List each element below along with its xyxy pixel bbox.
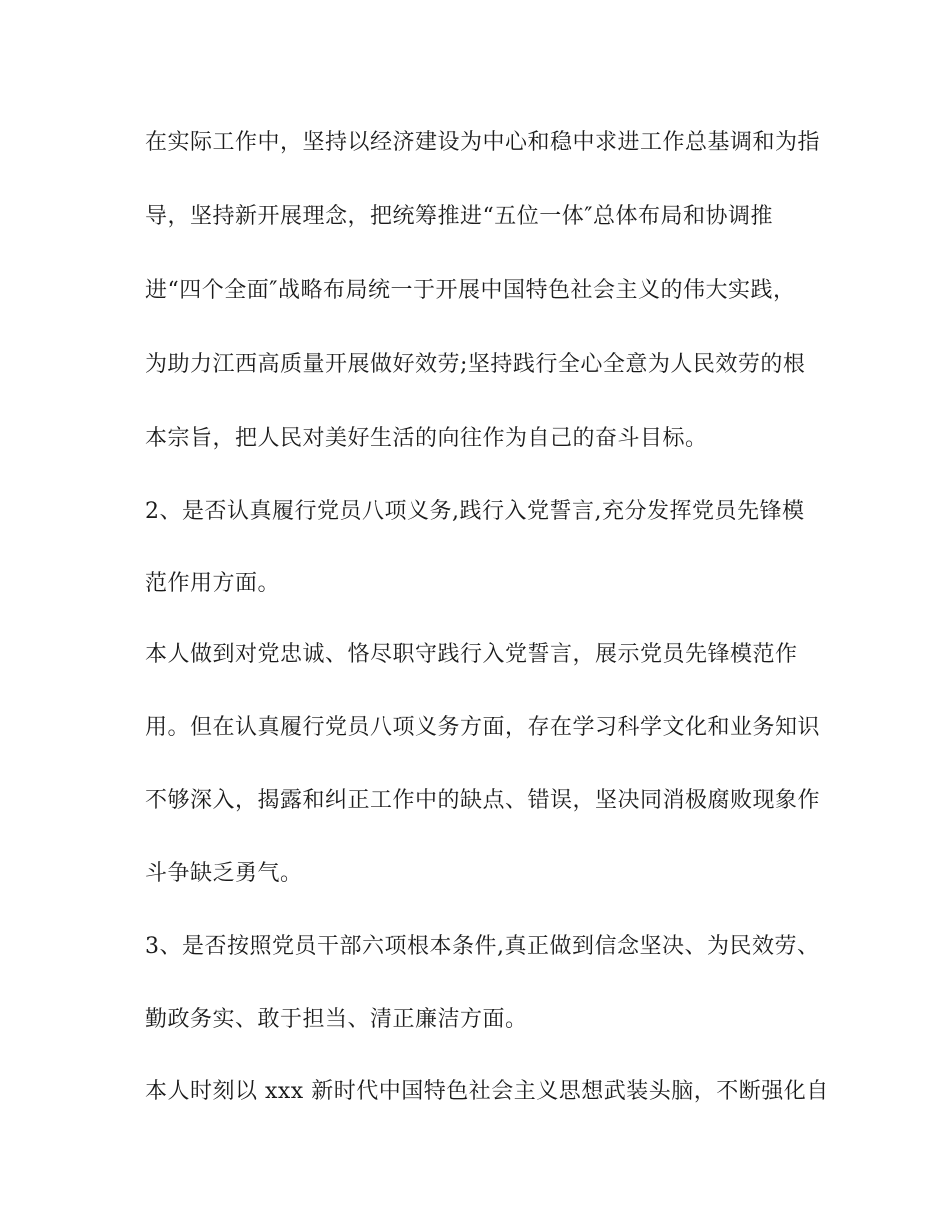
text-line: 进“四个全面″战略布局统一于开展中国特色社会主义的伟大实践， (145, 278, 796, 303)
section-heading: 2、是否认真履行党员八项义务,践行入党誓言,充分发挥党员先锋模 (145, 499, 805, 524)
text-line: 用。但在认真履行党员八项义务方面，存在学习科学文化和业务知识 (145, 715, 821, 740)
text-line: 本宗旨，把人民对美好生活的向往作为自己的奋斗目标。 (145, 426, 708, 451)
section-heading: 勤政务实、敢于担当、清正廉洁方面。 (145, 1007, 528, 1032)
text-line: 不够深入，揭露和纠正工作中的缺点、错误，坚决同消极腐败现象作 (145, 788, 821, 813)
text-line: 本人时刻以 xxx 新时代中国特色社会主义思想武装头脑，不断强化自 (145, 1079, 829, 1104)
text-line: 本人做到对党忠诚、恪尽职守践行入党誓言，展示党员先锋模范作 (145, 642, 798, 667)
text-line: 在实际工作中，坚持以经济建设为中心和稳中求进工作总基调和为指 (145, 130, 821, 155)
section-heading: 3、是否按照党员干部六项根本条件,真正做到信念坚决、为民效劳、 (145, 934, 820, 959)
section-heading: 范作用方面。 (145, 571, 281, 596)
text-line: 为助力江西高质量开展做好效劳;坚持践行全心全意为人民效劳的根 (145, 352, 806, 377)
text-line: 导，坚持新开展理念，把统筹推进“五位一体″总体布局和协调推 (145, 204, 773, 229)
text-line: 斗争缺乏勇气。 (145, 861, 303, 886)
